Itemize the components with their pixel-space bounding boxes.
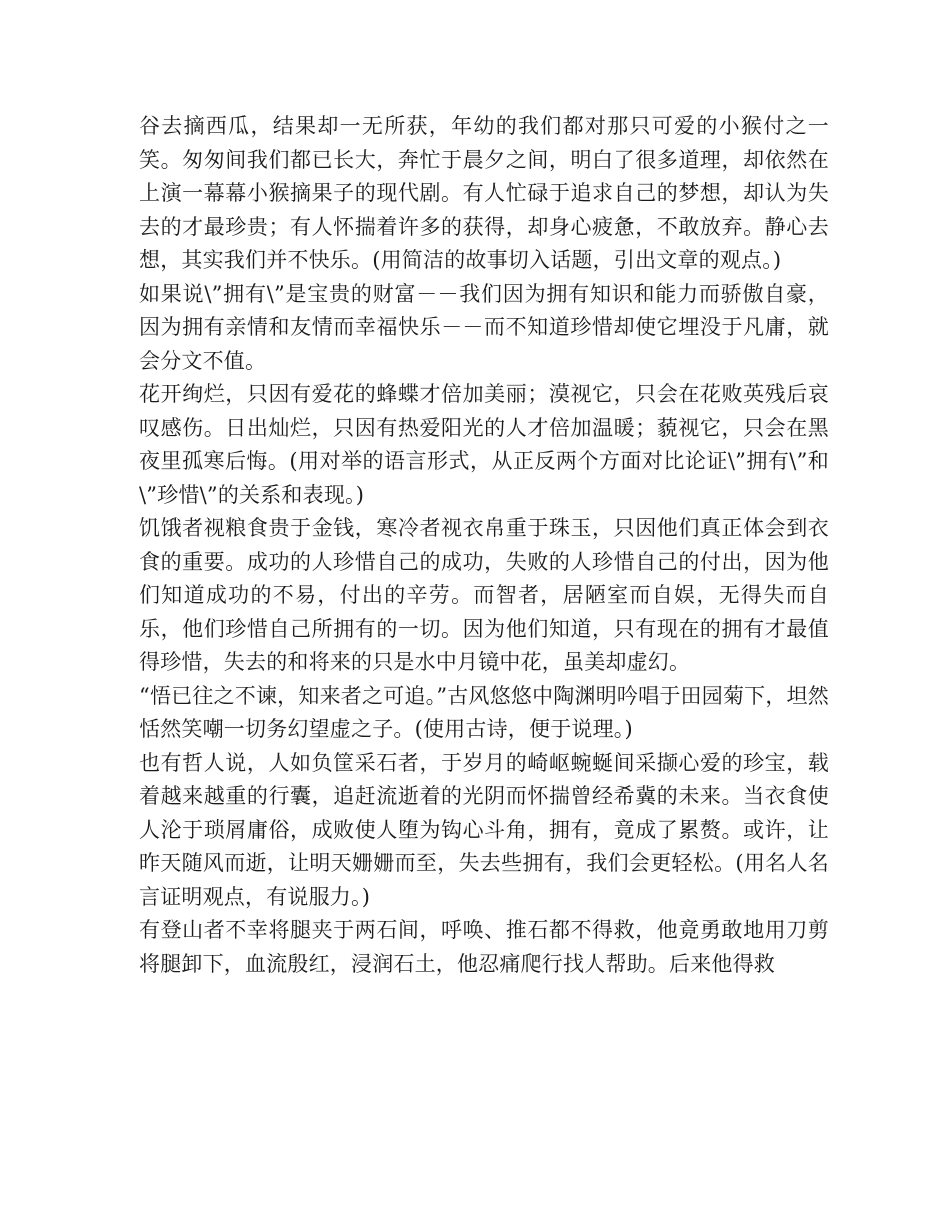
essay-paragraph-3: 花开绚烂，只因有爱花的蜂蝶才倍加美丽；漠视它，只会在花败英残后哀叹感伤。日出灿烂，只因有热爱阳光的人才倍加温暖；藐视它，只会在黑夜里孤寒后悔。(用对举的语言形式，从正反两个方面对比论证\”拥有\”和\”珍惜\”的关系和表现。)	[139, 382, 829, 507]
essay-paragraph-2: 如果说\”拥有\”是宝贵的财富－－我们因为拥有知识和能力而骄傲自豪，因为拥有亲情和友情而幸福快乐－－而不知道珍惜却使它埋没于凡庸，就会分文不值。	[139, 281, 829, 373]
essay-paragraph-1: 谷去摘西瓜，结果却一无所获，年幼的我们都对那只可爱的小猴付之一笑。匆匆间我们都已长大，奔忙于晨夕之间，明白了很多道理，却依然在上演一幕幕小猴摘果子的现代剧。有人忙碌于追求自己的梦想，却认为失去的才最珍贵；有人怀揣着许多的获得，却身心疲惫，不敢放弃。静心去想，其实我们并不快乐。(用简洁的故事切入话题，引出文章的观点。)	[139, 114, 829, 272]
essay-paragraph-5: “悟已往之不谏，知来者之可追。”古风悠悠中陶渊明吟唱于田园菊下，坦然恬然笑嘲一切务幻望虚之子。(使用古诗，便于说理。)	[139, 683, 829, 741]
essay-body	[139, 110, 829, 981]
essay-paragraph-4: 饥饿者视粮食贵于金钱，寒冷者视衣帛重于珠玉，只因他们真正体会到衣食的重要。成功的人珍惜自己的成功，失败的人珍惜自己的付出，因为他们知道成功的不易，付出的辛劳。而智者，居陋室而自娱，无得失而自乐，他们珍惜自己所拥有的一切。因为他们知道，只有现在的拥有才最值得珍惜，失去的和将来的只是水中月镜中花，虽美却虚幻。	[139, 516, 829, 674]
essay-paragraph-7: 有登山者不幸将腿夹于两石间，呼唤、推石都不得救，他竟勇敢地用刀剪将腿卸下，血流殷红，浸润石土，他忍痛爬行找人帮助。后来他得救	[139, 918, 829, 976]
essay-paragraph-6: 也有哲人说，人如负筐采石者，于岁月的崎岖蜿蜒间采撷心爱的珍宝，载着越来越重的行囊，追赶流逝着的光阴而怀揣曾经希冀的未来。当衣食使人沦于琐屑庸俗，成败使人堕为钩心斗角，拥有，竟成了累赘。或许，让昨天随风而逝，让明天姗姗而至，失去些拥有，我们会更轻松。(用名人名言证明观点，有说服力。)	[139, 750, 829, 909]
